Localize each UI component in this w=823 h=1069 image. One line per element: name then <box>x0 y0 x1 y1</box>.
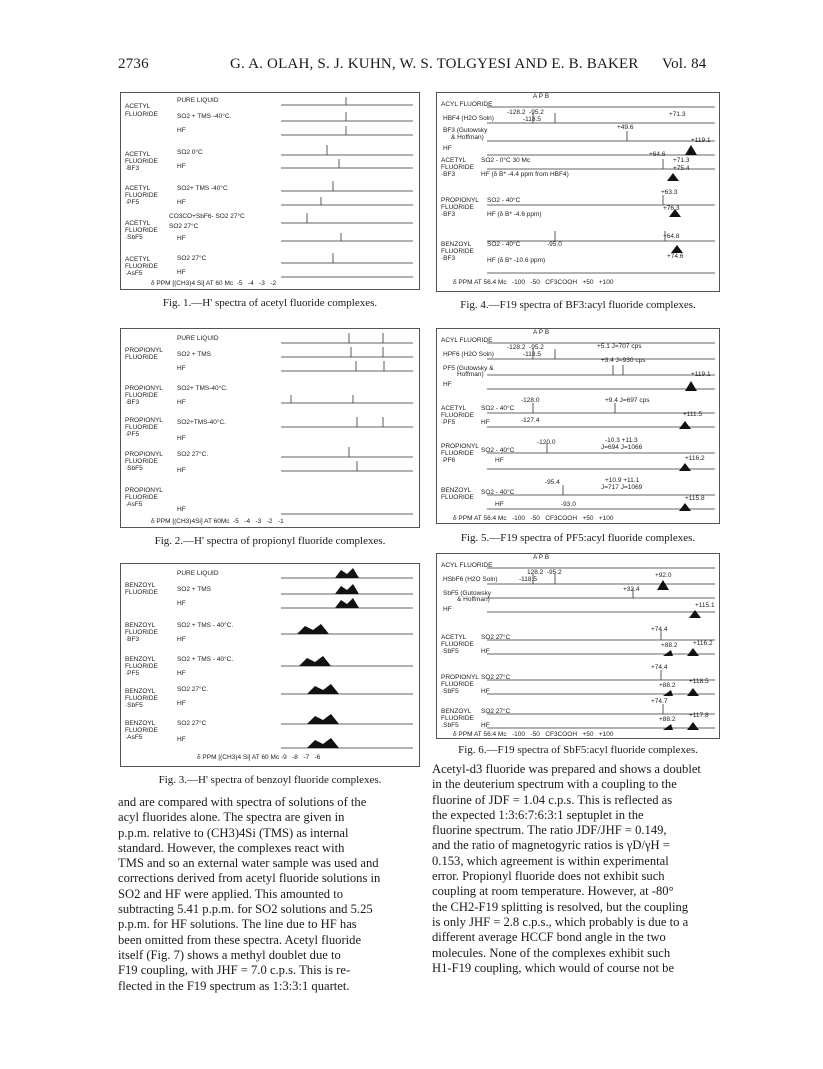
fig2-axis: δ PPM [(CH3)4Si] AT 60Mc -5 -4 -3 -2 -1 <box>151 518 284 525</box>
fig2-label-22: ·AsF5 <box>125 501 143 508</box>
fig5-label-27: HF <box>495 457 504 464</box>
fig3-label-16: FLUORIDE <box>125 695 158 702</box>
fig5-label-7: PF5 (Gutowsky & <box>443 365 494 372</box>
fig4-label-31: +64.8 <box>663 233 680 240</box>
fig1-label-1: FLUORIDE <box>125 111 158 118</box>
fig6-label-2: 128.2 -95.2 <box>527 569 562 576</box>
fig1-label-21: ACETYL <box>125 256 151 263</box>
fig2-label-17: ·SbF5 <box>125 465 143 472</box>
fig6-label-24: HF <box>481 688 490 695</box>
fig3-label-0: BENZOYL <box>125 582 156 589</box>
fig3-label-18: SO2 27°C. <box>177 686 209 693</box>
fig5-label-25: -10.3 +11.3 <box>605 437 638 444</box>
right-line: fluorine spectrum. The ratio JDF/JHF = 0.149, <box>432 823 667 838</box>
fig1-label-13: SO2+ TMS -40°C <box>177 185 228 192</box>
left-line: corrections derived from acetyl fluoride solutions in <box>118 871 381 886</box>
fig5-label-37: +115.8 <box>685 495 705 502</box>
fig6-label-12: FLUORIDE <box>441 641 474 648</box>
fig5-label-28: +116.2 <box>685 455 705 462</box>
fig2-label-21: FLUORIDE <box>125 494 158 501</box>
right-line: coupling at room temperature. However, at -80° <box>432 884 674 899</box>
fig5-label-35: HF <box>495 501 504 508</box>
right-line: Acetyl-d3 fluoride was prepared and shows a doublet <box>432 762 701 776</box>
fig1-label-5: ACETYL <box>125 151 151 158</box>
fig1-label-8: SO2 0°C <box>177 149 203 156</box>
fig1-label-14: HF <box>177 199 186 206</box>
right-line: 0.153, which agreement is within experimental <box>432 853 669 868</box>
fig6-label-17: +88.2 <box>661 642 678 649</box>
fig1-label-11: FLUORIDE <box>125 192 158 199</box>
fig2-label-5: PROPIONYL <box>125 385 163 392</box>
fig4-label-0: ACYL FLUORIDE <box>441 101 493 108</box>
fig5-label-4: HPF6 (H2O Soln) <box>443 351 494 358</box>
fig6-label-21: ·SbF5 <box>441 688 459 695</box>
fig5-label-15: -128.0 <box>521 397 540 404</box>
fig3-label-3: SO2 + TMS <box>177 586 212 593</box>
fig6-label-15: +74.4 <box>651 626 668 633</box>
right-line: and the ratio of magnetogyric ratios is γD/γH = <box>432 838 670 853</box>
left-line: subtracting 5.41 p.p.m. for SO2 solutions and 5.25 <box>118 902 373 917</box>
fig6-label-23: +74.4 <box>651 664 668 671</box>
fig4-label-6: BF3 (Gutowsky <box>443 127 488 134</box>
fig4-label-25: +76.3 <box>663 205 680 212</box>
right-line: the expected 1:3:6:7:6:3:1 septuplet in the <box>432 807 644 822</box>
fig5-label-12: FLUORIDE <box>441 412 474 419</box>
figure-1-spectrum <box>120 92 420 290</box>
right-line: in the deuterium spectrum with a coupling to the <box>432 777 677 792</box>
fig3-label-14: HF <box>177 670 186 677</box>
fig4-label-7: & Hoffman) <box>451 134 484 141</box>
fig4-label-23: +63.3 <box>661 189 678 196</box>
left-line: and are compared with spectra of solutions of the <box>118 795 367 809</box>
fig2-label-23: HF <box>177 506 186 513</box>
left-line: TMS and so an external water sample was used and <box>118 856 379 871</box>
fig2-label-20: PROPIONYL <box>125 487 163 494</box>
fig4-label-11: ACETYL <box>441 157 467 164</box>
figure-5-spectrum <box>436 328 720 524</box>
fig4-label-18: HF (δ B* -4.4 ppm from HBF4) <box>481 171 569 178</box>
fig4-label-5: HBF4 (H2O Soln) <box>443 115 494 122</box>
figure-6-spectrum <box>436 553 720 739</box>
left-line: p.p.m. for HF solutions. The line due to HF has <box>118 917 357 932</box>
fig6-label-14: SO2 27°C <box>481 634 511 641</box>
right-line: different average HCCF bond angle in the two <box>432 930 666 945</box>
fig4-label-20: FLUORIDE <box>441 204 474 211</box>
fig3-label-8: SO2 + TMS - 40°C. <box>177 622 234 629</box>
fig5-label-24: -120.0 <box>537 439 556 446</box>
fig1-label-10: ACETYL <box>125 185 151 192</box>
fig2-label-15: PROPIONYL <box>125 451 163 458</box>
left-line: been omitted from these spectra. Acetyl fluoride <box>118 932 362 947</box>
fig6-label-19: PROPIONYL <box>441 674 479 681</box>
fig2-label-0: PROPIONYL <box>125 347 163 354</box>
fig6-label-1: A P B <box>533 554 550 561</box>
left-line: standard. However, the complexes react with <box>118 840 345 855</box>
fig3-axis: δ PPM [(CH3)4 Si] AT 60 Mc -9 -8 -7 -6 <box>197 754 321 761</box>
fig4-label-12: FLUORIDE <box>441 164 474 171</box>
fig4-label-10: +119.1 <box>691 137 711 144</box>
fig6-label-34: +117.8 <box>689 712 709 719</box>
fig6-label-4: +92.0 <box>655 572 672 579</box>
fig4-label-15: +64.6 <box>649 151 666 158</box>
fig6-label-20: FLUORIDE <box>441 681 474 688</box>
fig4-label-27: FLUORIDE <box>441 248 474 255</box>
left-line: F19 coupling, with JHF = 7.0 c.p.s. This is re- <box>118 963 351 978</box>
fig3-label-4: HF <box>177 600 186 607</box>
fig3-label-11: FLUORIDE <box>125 663 158 670</box>
fig5-axis: δ PPM AT 56.4 Mc -100 -50 CF3COOH +50 +100 <box>453 515 614 522</box>
fig4-label-32: HF (δ B* -10.6 ppm) <box>487 257 546 264</box>
left-line: flected in the F19 spectrum as 1:3:3:1 quartet. <box>118 978 350 993</box>
fig5-label-14: SO2 - 40°C <box>481 405 515 412</box>
left-line: SO2 and HF were applied. This amounted to <box>118 886 344 901</box>
fig6-label-11: ACETYL <box>441 634 467 641</box>
fig2-label-10: PROPIONYL <box>125 417 163 424</box>
fig6-label-25: +88.2 <box>659 682 676 689</box>
fig4-label-14: SO2 - 0°C 30 Mc <box>481 157 531 164</box>
fig2-label-8: SO2+ TMS-40°C. <box>177 385 228 392</box>
fig4-label-19: PROPIONYL <box>441 197 479 204</box>
fig2-label-9: HF <box>177 399 186 406</box>
fig3-label-1: FLUORIDE <box>125 589 158 596</box>
fig4-caption: Fig. 4.—F19 spectra of BF3:acyl fluoride complexes. <box>460 299 696 311</box>
fig2-label-14: HF <box>177 435 186 442</box>
left-line: itself (Fig. 7) shows a methyl doublet due to <box>118 947 341 962</box>
fig4-label-26: BENZOYL <box>441 241 472 248</box>
fig4-label-3: -118.5 <box>523 116 541 123</box>
fig3-label-2: PURE LIQUID <box>177 570 219 577</box>
fig3-label-5: BENZOYL <box>125 622 156 629</box>
fig3-label-20: BENZOYL <box>125 720 156 727</box>
fig5-label-29: BENZOYL <box>441 487 472 494</box>
fig5-label-16: +9.4 J=697 cps <box>605 397 650 404</box>
fig6-label-28: FLUORIDE <box>441 715 474 722</box>
fig6-label-16: HF <box>481 648 490 655</box>
figure-2-spectrum <box>120 328 420 528</box>
fig6-label-33: +88.2 <box>659 716 676 723</box>
fig5-label-3: -118.5 <box>523 351 541 358</box>
fig1-label-4: HF <box>177 127 186 134</box>
fig4-axis: δ PPM AT 56.4 Mc -100 -50 CF3COOH +50 +100 <box>453 279 614 286</box>
fig3-label-9: HF <box>177 636 186 643</box>
left-column-text <box>118 795 420 994</box>
fig6-label-6: SbF5 (Gutowsky <box>443 590 492 597</box>
fig5-label-19: +111.5 <box>683 411 703 418</box>
fig5-label-23: SO2 - 40°C <box>481 447 515 454</box>
right-line: is only JHF = 2.8 c.p.s., which probably is due to a <box>432 914 689 929</box>
fig1-label-6: FLUORIDE <box>125 158 158 165</box>
fig2-label-19: HF <box>177 467 186 474</box>
fig4-label-24: HF (δ B* -4.6 ppm) <box>487 211 542 218</box>
right-line: H1-F19 coupling, which would of course not be <box>432 960 675 975</box>
fig6-label-18: +116.2 <box>693 640 713 647</box>
fig3-label-15: BENZOYL <box>125 688 156 695</box>
fig1-label-15: CO3CO+SbF6- SO2 27°C <box>169 213 245 220</box>
fig5-label-20: PROPIONYL <box>441 443 479 450</box>
right-line: error. Propionyl fluoride does not exhibit such <box>432 869 665 884</box>
fig2-label-13: SO2+TMS-40°C. <box>177 419 227 426</box>
fig2-label-4: HF <box>177 365 186 372</box>
fig3-label-6: FLUORIDE <box>125 629 158 636</box>
fig4-label-8: +49.6 <box>617 124 634 131</box>
fig6-label-32: HF <box>481 722 490 729</box>
fig4-label-9: HF <box>443 145 452 152</box>
fig5-label-36: -93.0 <box>561 501 576 508</box>
fig1-label-16: ACETYL <box>125 220 151 227</box>
fig3-label-24: HF <box>177 736 186 743</box>
fig2-label-7: ·BF3 <box>125 399 140 406</box>
fig1-label-19: SO2 27°C <box>169 223 199 230</box>
fig5-label-32: -95.4 <box>545 479 560 486</box>
fig5-label-34: J=717 J=1069 <box>601 484 643 491</box>
fig2-label-3: SO2 + TMS <box>177 351 212 358</box>
fig5-label-5: +5.1 J=707 cps <box>597 343 642 350</box>
fig5-label-0: ACYL FLUORIDE <box>441 337 493 344</box>
fig5-label-21: FLUORIDE <box>441 450 474 457</box>
fig6-label-7: & Hoffman) <box>457 596 490 603</box>
fig6-label-8: +32.4 <box>623 586 640 593</box>
figure-4-traces <box>437 93 721 293</box>
fig5-label-30: FLUORIDE <box>441 494 474 501</box>
fig3-label-7: ·BF3 <box>125 636 140 643</box>
running-header-authors: G. A. OLAH, S. J. KUHN, W. S. TOLGYESI AND E. B. BAKER <box>230 56 639 72</box>
fig4-label-1: A P B <box>533 93 550 100</box>
figure-3-traces <box>121 564 421 768</box>
left-line: acyl fluorides alone. The spectra are given in <box>118 810 345 825</box>
right-column-text <box>432 762 724 976</box>
fig6-label-10: +115.1 <box>695 602 715 609</box>
fig6-label-13: ·SbF5 <box>441 648 459 655</box>
fig2-label-12: ·PF5 <box>125 431 140 438</box>
fig2-label-1: FLUORIDE <box>125 354 158 361</box>
fig6-label-26: +118.5 <box>689 678 709 685</box>
fig3-label-13: SO2 + TMS - 40°C. <box>177 656 234 663</box>
fig3-label-19: HF <box>177 700 186 707</box>
fig6-label-3: -118.5 <box>519 576 537 583</box>
fig2-label-11: FLUORIDE <box>125 424 158 431</box>
fig1-label-23: ·AsF5 <box>125 270 143 277</box>
right-line: molecules. None of the complexes exhibit such <box>432 945 671 960</box>
fig4-label-21: ·BF3 <box>441 211 456 218</box>
fig1-label-2: PURE LIQUID <box>177 97 219 104</box>
fig1-axis: δ PPM [(CH3)4 Si] AT 60 Mc -5 -4 -3 -2 <box>151 280 277 287</box>
fig1-label-3: SO2 + TMS -40°C. <box>177 113 232 120</box>
fig2-label-16: FLUORIDE <box>125 458 158 465</box>
fig5-label-8: Hoffman) <box>457 371 484 378</box>
fig1-label-25: HF <box>177 269 186 276</box>
fig4-label-13: ·BF3 <box>441 171 456 178</box>
right-line: fluorine of JDF = 1.04 c.p.s. This is reflected as <box>432 792 673 807</box>
fig2-label-18: SO2 27°C. <box>177 451 209 458</box>
fig4-label-33: +74.6 <box>667 253 684 260</box>
fig6-axis: δ PPM AT 56.4 Mc -100 -50 CF3COOH +50 +100 <box>453 731 614 738</box>
fig1-label-22: FLUORIDE <box>125 263 158 270</box>
figure-2-traces <box>121 329 421 529</box>
fig5-label-13: ·PF5 <box>441 419 456 426</box>
fig5-label-31: SO2 - 40°C <box>481 489 515 496</box>
fig4-label-28: ·BF3 <box>441 255 456 262</box>
fig2-label-6: FLUORIDE <box>125 392 158 399</box>
fig1-label-0: ACETYL <box>125 103 151 110</box>
fig3-label-21: FLUORIDE <box>125 727 158 734</box>
left-line: p.p.m. relative to (CH3)4Si (TMS) as internal <box>118 825 349 840</box>
fig4-label-4: +71.3 <box>669 111 686 118</box>
fig6-label-0: ACYL FLUORIDE <box>441 562 493 569</box>
page-number: 2736 <box>118 56 149 72</box>
fig5-label-10: +119.1 <box>691 371 711 378</box>
fig5-label-18: -127.4 <box>521 417 540 424</box>
fig3-label-10: BENZOYL <box>125 656 156 663</box>
fig6-label-5: HSbF6 (H2O Soln) <box>443 576 498 583</box>
right-line: the CH2-F19 splitting is resolved, but the coupling <box>432 899 689 914</box>
fig3-label-23: SO2 27°C <box>177 720 207 727</box>
fig1-label-12: ·PF5 <box>125 199 140 206</box>
fig5-label-26: J=694 J=1066 <box>601 444 643 451</box>
fig1-label-17: FLUORIDE <box>125 227 158 234</box>
fig5-label-2: -128.2 -95.2 <box>507 344 544 351</box>
fig3-label-12: ·PF5 <box>125 670 140 677</box>
fig6-label-29: ·SbF5 <box>441 722 459 729</box>
fig5-label-11: ACETYL <box>441 405 467 412</box>
figure-3-spectrum <box>120 563 420 767</box>
fig2-caption: Fig. 2.—H' spectra of propionyl fluoride complexes. <box>154 535 386 547</box>
fig4-label-22: SO2 - 40°C <box>487 197 521 204</box>
fig4-label-2: -128.2 -95.2 <box>507 109 544 116</box>
fig5-label-1: A P B <box>533 329 550 336</box>
fig4-label-30: -95.0 <box>547 241 562 248</box>
fig6-label-30: SO2 27°C <box>481 708 511 715</box>
fig1-label-9: HF <box>177 163 186 170</box>
fig1-caption: Fig. 1.—H' spectra of acetyl fluoride complexes. <box>162 297 378 309</box>
fig5-label-22: ·PF6 <box>441 457 456 464</box>
fig5-label-6: +3.4 J=930 cps <box>601 357 646 364</box>
fig4-label-17: +75.4 <box>673 165 690 172</box>
fig5-label-9: HF <box>443 381 452 388</box>
figure-1-traces <box>121 93 421 291</box>
fig6-caption: Fig. 6.—F19 spectra of SbF5:acyl fluoride complexes. <box>458 744 698 756</box>
figure-5-traces <box>437 329 721 525</box>
fig3-caption: Fig. 3.—H' spectra of benzoyl fluoride complexes. <box>158 774 382 786</box>
fig1-label-7: ·BF3 <box>125 165 140 172</box>
figure-4-spectrum <box>436 92 720 292</box>
fig3-label-17: ·SbF5 <box>125 702 143 709</box>
fig6-label-9: HF <box>443 606 452 613</box>
fig6-label-27: BENZOYL <box>441 708 472 715</box>
fig1-label-20: HF <box>177 235 186 242</box>
fig3-label-22: ·AsF5 <box>125 734 143 741</box>
fig1-label-18: ·SbF5 <box>125 234 143 241</box>
fig5-caption: Fig. 5.—F19 spectra of PF5:acyl fluoride complexes. <box>460 532 696 544</box>
fig4-label-16: +71.3 <box>673 157 690 164</box>
fig6-label-22: SO2 27°C <box>481 674 511 681</box>
running-header-volume: Vol. 84 <box>662 56 707 72</box>
fig4-label-29: SO2 - 40°C <box>487 241 521 248</box>
fig2-label-2: PURE LIQUID <box>177 335 219 342</box>
fig5-label-33: +10.9 +11.1 <box>605 477 640 484</box>
fig1-label-24: SO2 27°C <box>177 255 207 262</box>
fig5-label-17: HF <box>481 419 490 426</box>
fig6-label-31: +74.7 <box>651 698 668 705</box>
